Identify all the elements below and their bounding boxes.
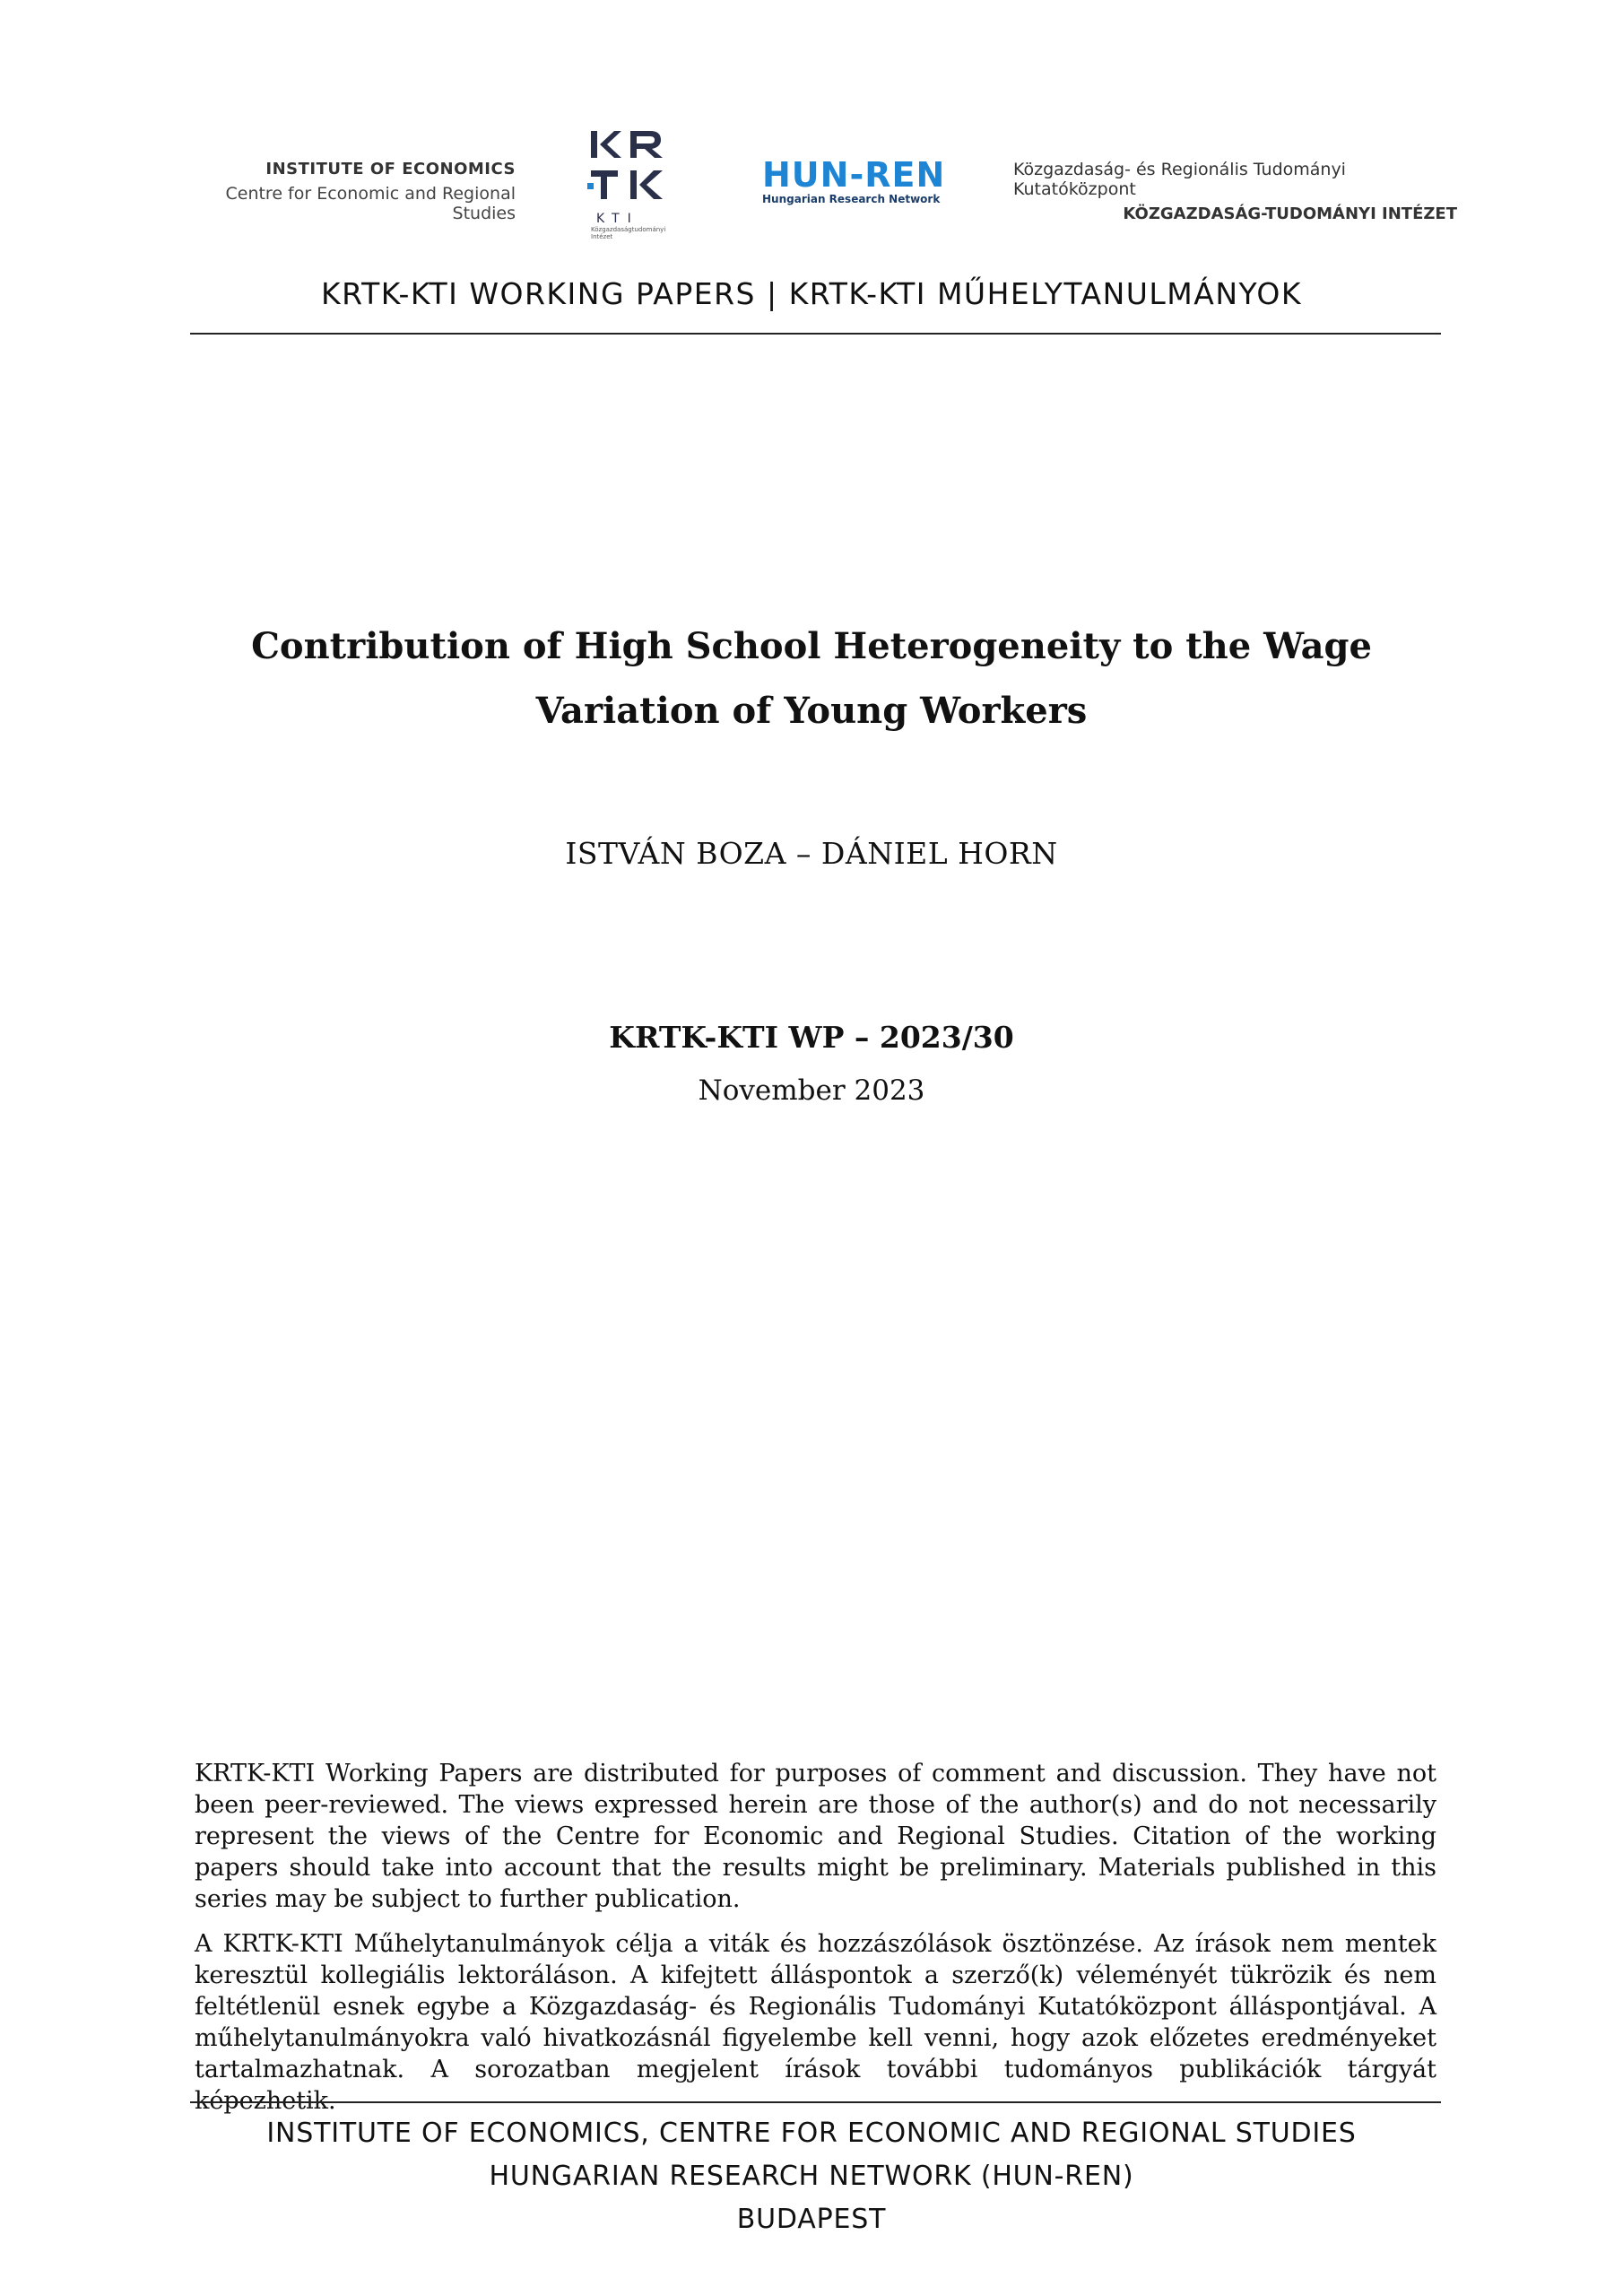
krtk-logo-mark-icon [587, 127, 668, 208]
centre-logo [1013, 160, 1457, 223]
paper-title [0, 614, 1623, 744]
centre-logo-line1: Közgazdaság- és Regionális Tudományi Kutatóközpont [1013, 160, 1346, 199]
paper-title-line1: Contribution of High School Heterogeneity to the Wage [251, 625, 1372, 667]
header-divider [190, 333, 1441, 335]
series-title: KRTK-KTI WORKING PAPERS | KRTK-KTI MŰHELYTANULMÁNYOK [320, 276, 1303, 311]
footer-line3: BUDAPEST [736, 2204, 887, 2235]
paper-title-line2: Variation of Young Workers [535, 690, 1088, 732]
krtk-logo-tiny-text: Közgazdaságtudományi Intézet [591, 226, 666, 240]
publication-date: November 2023 [698, 1074, 925, 1107]
logo-bar [175, 117, 1457, 251]
footer-divider [190, 2101, 1441, 2103]
paper-authors: ISTVÁN BOZA – DÁNIEL HORN [565, 836, 1058, 871]
krtk-logo-subtext: KTI [596, 212, 639, 226]
hun-ren-logo-sub: Hungarian Research Network [762, 193, 941, 205]
disclaimer-english: KRTK-KTI Working Papers are distributed for purposes of comment and discussion. They have not been peer-reviewed. The views expressed herein are those of the author(s) and do not necessarily represent the views of the Centre for Economic and Regional Studies. Citation of the working papers should take into account that the results might be preliminary. Materials published in this series may be subject to further publication. [195, 1760, 1436, 1913]
footer [0, 2112, 1623, 2241]
centre-logo-line2: KÖZGAZDASÁG-TUDOMÁNYI INTÉZET [1123, 204, 1457, 223]
institute-logo-line1: INSTITUTE OF ECONOMICS [265, 160, 516, 178]
disclaimer-hungarian: A KRTK-KTI Műhelytanulmányok célja a viták és hozzászólások ösztönzése. Az írások nem mentek keresztül kollegiális lektoráláson. A kifejtett álláspontok a szerző(k) véleményét tükrözik és nem feltétlenül esnek egybe a Közgazdaság- és Regionális Tudományi Kutatóközpont álláspontjával. A műhelytanulmányokra való hivatkozásnál figyelembe kell venni, hogy azok előzetes eredményeket tartalmazhatnak. A sorozatban megjelent írások további tudományos publikációk tárgyát képezhetik. [195, 1930, 1436, 2115]
footer-line1: INSTITUTE OF ECONOMICS, CENTRE FOR ECONOMIC AND REGIONAL STUDIES [266, 2118, 1357, 2149]
working-paper-number: KRTK-KTI WP – 2023/30 [609, 1020, 1014, 1055]
institute-logo-line2: Centre for Economic and Regional Studies [225, 184, 516, 223]
institute-of-economics-logo [175, 160, 516, 223]
hun-ren-logo [762, 157, 945, 205]
hun-ren-logo-main: HUN-REN [762, 155, 946, 195]
krtk-logo [587, 127, 677, 253]
footer-line2: HUNGARIAN RESEARCH NETWORK (HUN-REN) [489, 2161, 1134, 2192]
